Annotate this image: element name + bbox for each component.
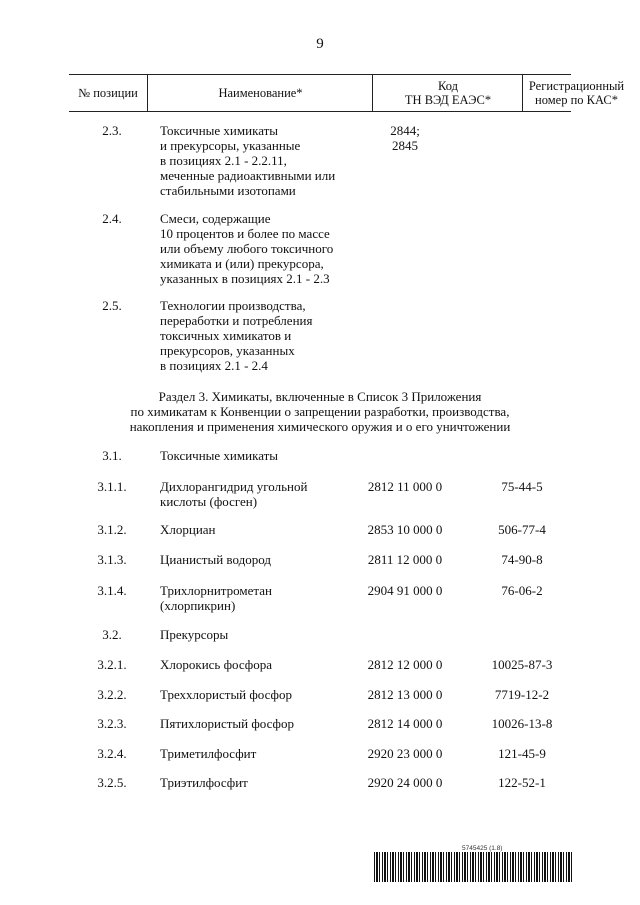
row-reg-number: 76-06-2 [501,583,543,598]
row-name: Пятихлористый фосфор [160,716,294,731]
row-position: 3.1.3. [97,552,127,567]
document-id: 5745425 (1.8) [462,845,503,852]
row-position: 3.2.5. [97,775,127,790]
barcode-icon [374,852,572,882]
row-name: Цианистый водород [160,552,271,567]
row-position: 2.4. [102,211,122,226]
row-code: 2812 13 000 0 [367,687,443,702]
row-position: 2.3. [102,123,122,138]
row-name: Прекурсоры [160,627,229,642]
header-reg-number: Регистрационный номер по КАС* [522,75,630,111]
row-name: Треххлористый фосфор [160,687,292,702]
row-reg-number: 7719-12-2 [494,687,550,702]
row-reg-number: 10026-13-8 [491,716,553,731]
row-reg-number: 121-45-9 [498,746,546,761]
row-name: Токсичные химикаты [160,448,279,463]
page-number: 9 [316,36,324,52]
row-code: 2812 14 000 0 [367,716,443,731]
row-reg-number: 10025-87-3 [491,657,553,672]
row-code: 2812 11 000 0 [367,479,443,494]
row-name: Токсичные химикаты и прекурсоры, указанные в позициях 2.1 - 2.2.11, меченные радиоактивными или стабильными изотопами [160,123,336,198]
row-name: Триэтилфосфит [160,775,248,790]
row-position: 3.1. [102,448,122,463]
row-position: 2.5. [102,298,122,313]
header-name: Наименование* [147,75,373,111]
row-code: 2920 24 000 0 [367,775,443,790]
row-position: 3.1.1. [97,479,127,494]
row-position: 3.2.4. [97,746,127,761]
header-code: Код ТН ВЭД ЕАЭС* [372,75,523,111]
row-name: Технологии производства, переработки и потребления токсичных химикатов и прекурсоров, указанных в позициях 2.1 - 2.4 [160,298,313,373]
row-reg-number: 75-44-5 [501,479,543,494]
row-position: 3.1.4. [97,583,127,598]
row-reg-number: 506-77-4 [498,522,546,537]
header-position: № позиции [78,86,138,100]
row-name: Смеси, содержащие 10 процентов и более по массе или объему любого токсичного химиката и (или) прекурсора, указанных в позициях 2.1 - 2.3 [160,211,334,286]
table-header [69,74,625,112]
row-code: 2811 12 000 0 [367,552,443,567]
row-position: 3.2.2. [97,687,127,702]
row-name: Хлорокись фосфора [160,657,272,672]
row-name: Хлорциан [160,522,216,537]
row-position: 3.2.3. [97,716,127,731]
row-code: 2904 91 000 0 [367,583,443,598]
row-code: 2844; 2845 [390,123,420,153]
row-reg-number: 74-90-8 [501,552,543,567]
row-reg-number: 122-52-1 [498,775,546,790]
row-name: Дихлорангидрид угольной кислоты (фосген) [160,479,308,509]
row-code: 2812 12 000 0 [367,657,443,672]
row-code: 2920 23 000 0 [367,746,443,761]
row-position: 3.2. [102,627,122,642]
row-position: 3.1.2. [97,522,127,537]
row-name: Трихлорнитрометан (хлорпикрин) [160,583,272,613]
row-name: Триметилфосфит [160,746,257,761]
row-position: 3.2.1. [97,657,127,672]
section-title: Раздел 3. Химикаты, включенные в Список 3 Приложения по химикатам к Конвенции о запрещении разработки, производства, накопления и применения химического оружия и о его уничтожении [129,389,511,434]
row-code: 2853 10 000 0 [367,522,443,537]
